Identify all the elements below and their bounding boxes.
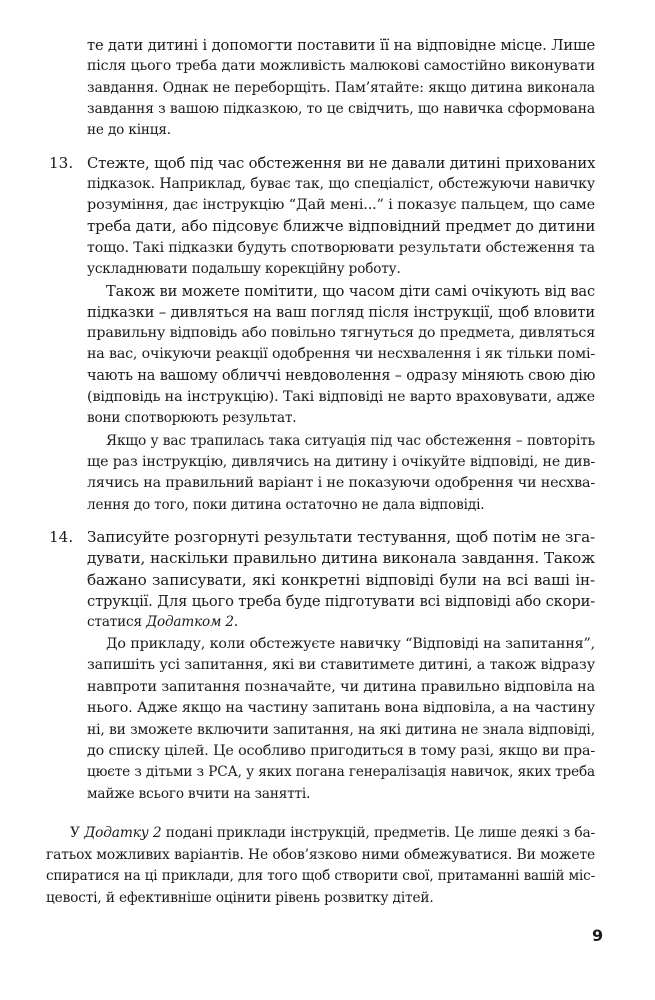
text-line: спиратися на ці приклади, для того щоб створити свої, притаманні вашій міс-	[46, 868, 595, 884]
text-line: (відповідь на інструкцію). Такі відповіді не варто враховувати, адже	[87, 389, 595, 405]
text-line: тощо. Такі підказки будуть спотворювати результати обстеження та	[87, 240, 595, 256]
text-line: до списку цілей. Це особливо пригодиться в тому разі, якщо ви пра-	[87, 743, 595, 759]
list-number: 14.	[49, 528, 74, 546]
text-line: цюєте з дітьми з РСА, у яких погана генералізація навичок, яких треба	[87, 764, 595, 780]
text-line: дувати, наскільки правильно дитина виконала завдання. Також	[87, 549, 595, 567]
text-line: не до кінця.	[87, 122, 171, 138]
text-line: струкції. Для цього треба буде підготувати всі відповіді або скори-	[87, 593, 596, 610]
text-line: ускладнювати подальшу корекційну роботу.	[87, 261, 401, 277]
text-line: треба дати, або підсовує ближче відповідний предмет до дитини	[87, 217, 596, 235]
text-line: У Додатку 2 подані приклади інструкцій, предметів. Це лише деякі з ба-	[70, 825, 595, 841]
text-line: лення до того, поки дитина остаточно не дала відповіді.	[87, 497, 485, 513]
appendix-reference: Додатку 2	[84, 825, 162, 841]
text-line: те дати дитині і допомогти поставити її на відповідне місце. Лише	[87, 37, 595, 54]
text-line: майже всього вчити на занятті.	[87, 786, 311, 802]
text-line: чають на вашому обличчі невдоволення – одразу міняють свою дію	[87, 368, 596, 384]
text-line: запишіть усі запитання, які ви ставитимете дитині, а також відразу	[87, 657, 595, 673]
text-line: підказок. Наприклад, буває так, що спеціаліст, обстежуючи навичку	[87, 176, 595, 192]
text-line: цевості, й ефективніше оцінити рівень розвитку дітей.	[46, 890, 434, 906]
text-line: Якщо у вас трапилась така ситуація під час обстеження – повторіть	[106, 433, 595, 449]
text-line: бажано записувати, які конкретні відповіді були на всі ваші ін-	[87, 571, 595, 589]
text-line: гатьох можливих варіантів. Не обов’язково ними обмежуватися. Ви можете	[46, 847, 595, 863]
text-line: ні, ви зможете включити запитання, на які дитина не знала відповіді,	[87, 722, 595, 738]
text-line: нього. Адже якщо на частину запитань вона відповіла, а на частину	[87, 700, 595, 716]
text-line: лячись на правильний варіант і не показуючи одобрення чи несхва-	[87, 475, 595, 491]
text-line: статися Додатком 2.	[87, 614, 239, 630]
text-line: після цього треба дати можливість малюкові самостійно виконувати	[87, 58, 595, 74]
text-line: завдання з вашою підказкою, то це свідчить, що навичка сформована	[87, 101, 595, 117]
text-line: ще раз інструкцію, дивлячись на дитину і очікуйте відповіді, не див-	[87, 454, 595, 470]
list-number: 13.	[49, 154, 74, 172]
text-line: До прикладу, коли обстежуєте навичку “Відповіді на запитання”,	[106, 636, 595, 652]
page-number: 9	[592, 926, 604, 945]
text-line: правильну відповідь або повільно тягнуться до предмета, дивляться	[87, 325, 596, 341]
text-line: завдання. Однак не переборщіть. Пам’ятайте: якщо дитина виконала	[87, 80, 595, 96]
text-line: Записуйте розгорнуті результати тестування, щоб потім не зга-	[87, 528, 595, 546]
text-line: розуміння, дає інструкцію “Дай мені...” і показує пальцем, що саме	[87, 197, 595, 213]
text-line: підказки – дивляться на ваш погляд після інструкції, щоб вловити	[87, 304, 595, 321]
text-line: на вас, очікуючи реакції одобрення чи несхвалення і як тільки помі-	[87, 346, 595, 362]
text-line: Стежте, щоб під час обстеження ви не давали дитині прихованих	[87, 155, 596, 172]
text-line: Також ви можете помітити, що часом діти самі очікують від вас	[106, 283, 595, 300]
text-line: навпроти запитання позначайте, чи дитина правильно відповіла на	[87, 679, 595, 695]
text-line: вони спотворюють результат.	[87, 410, 297, 426]
appendix-reference: Додатком 2	[146, 614, 234, 630]
